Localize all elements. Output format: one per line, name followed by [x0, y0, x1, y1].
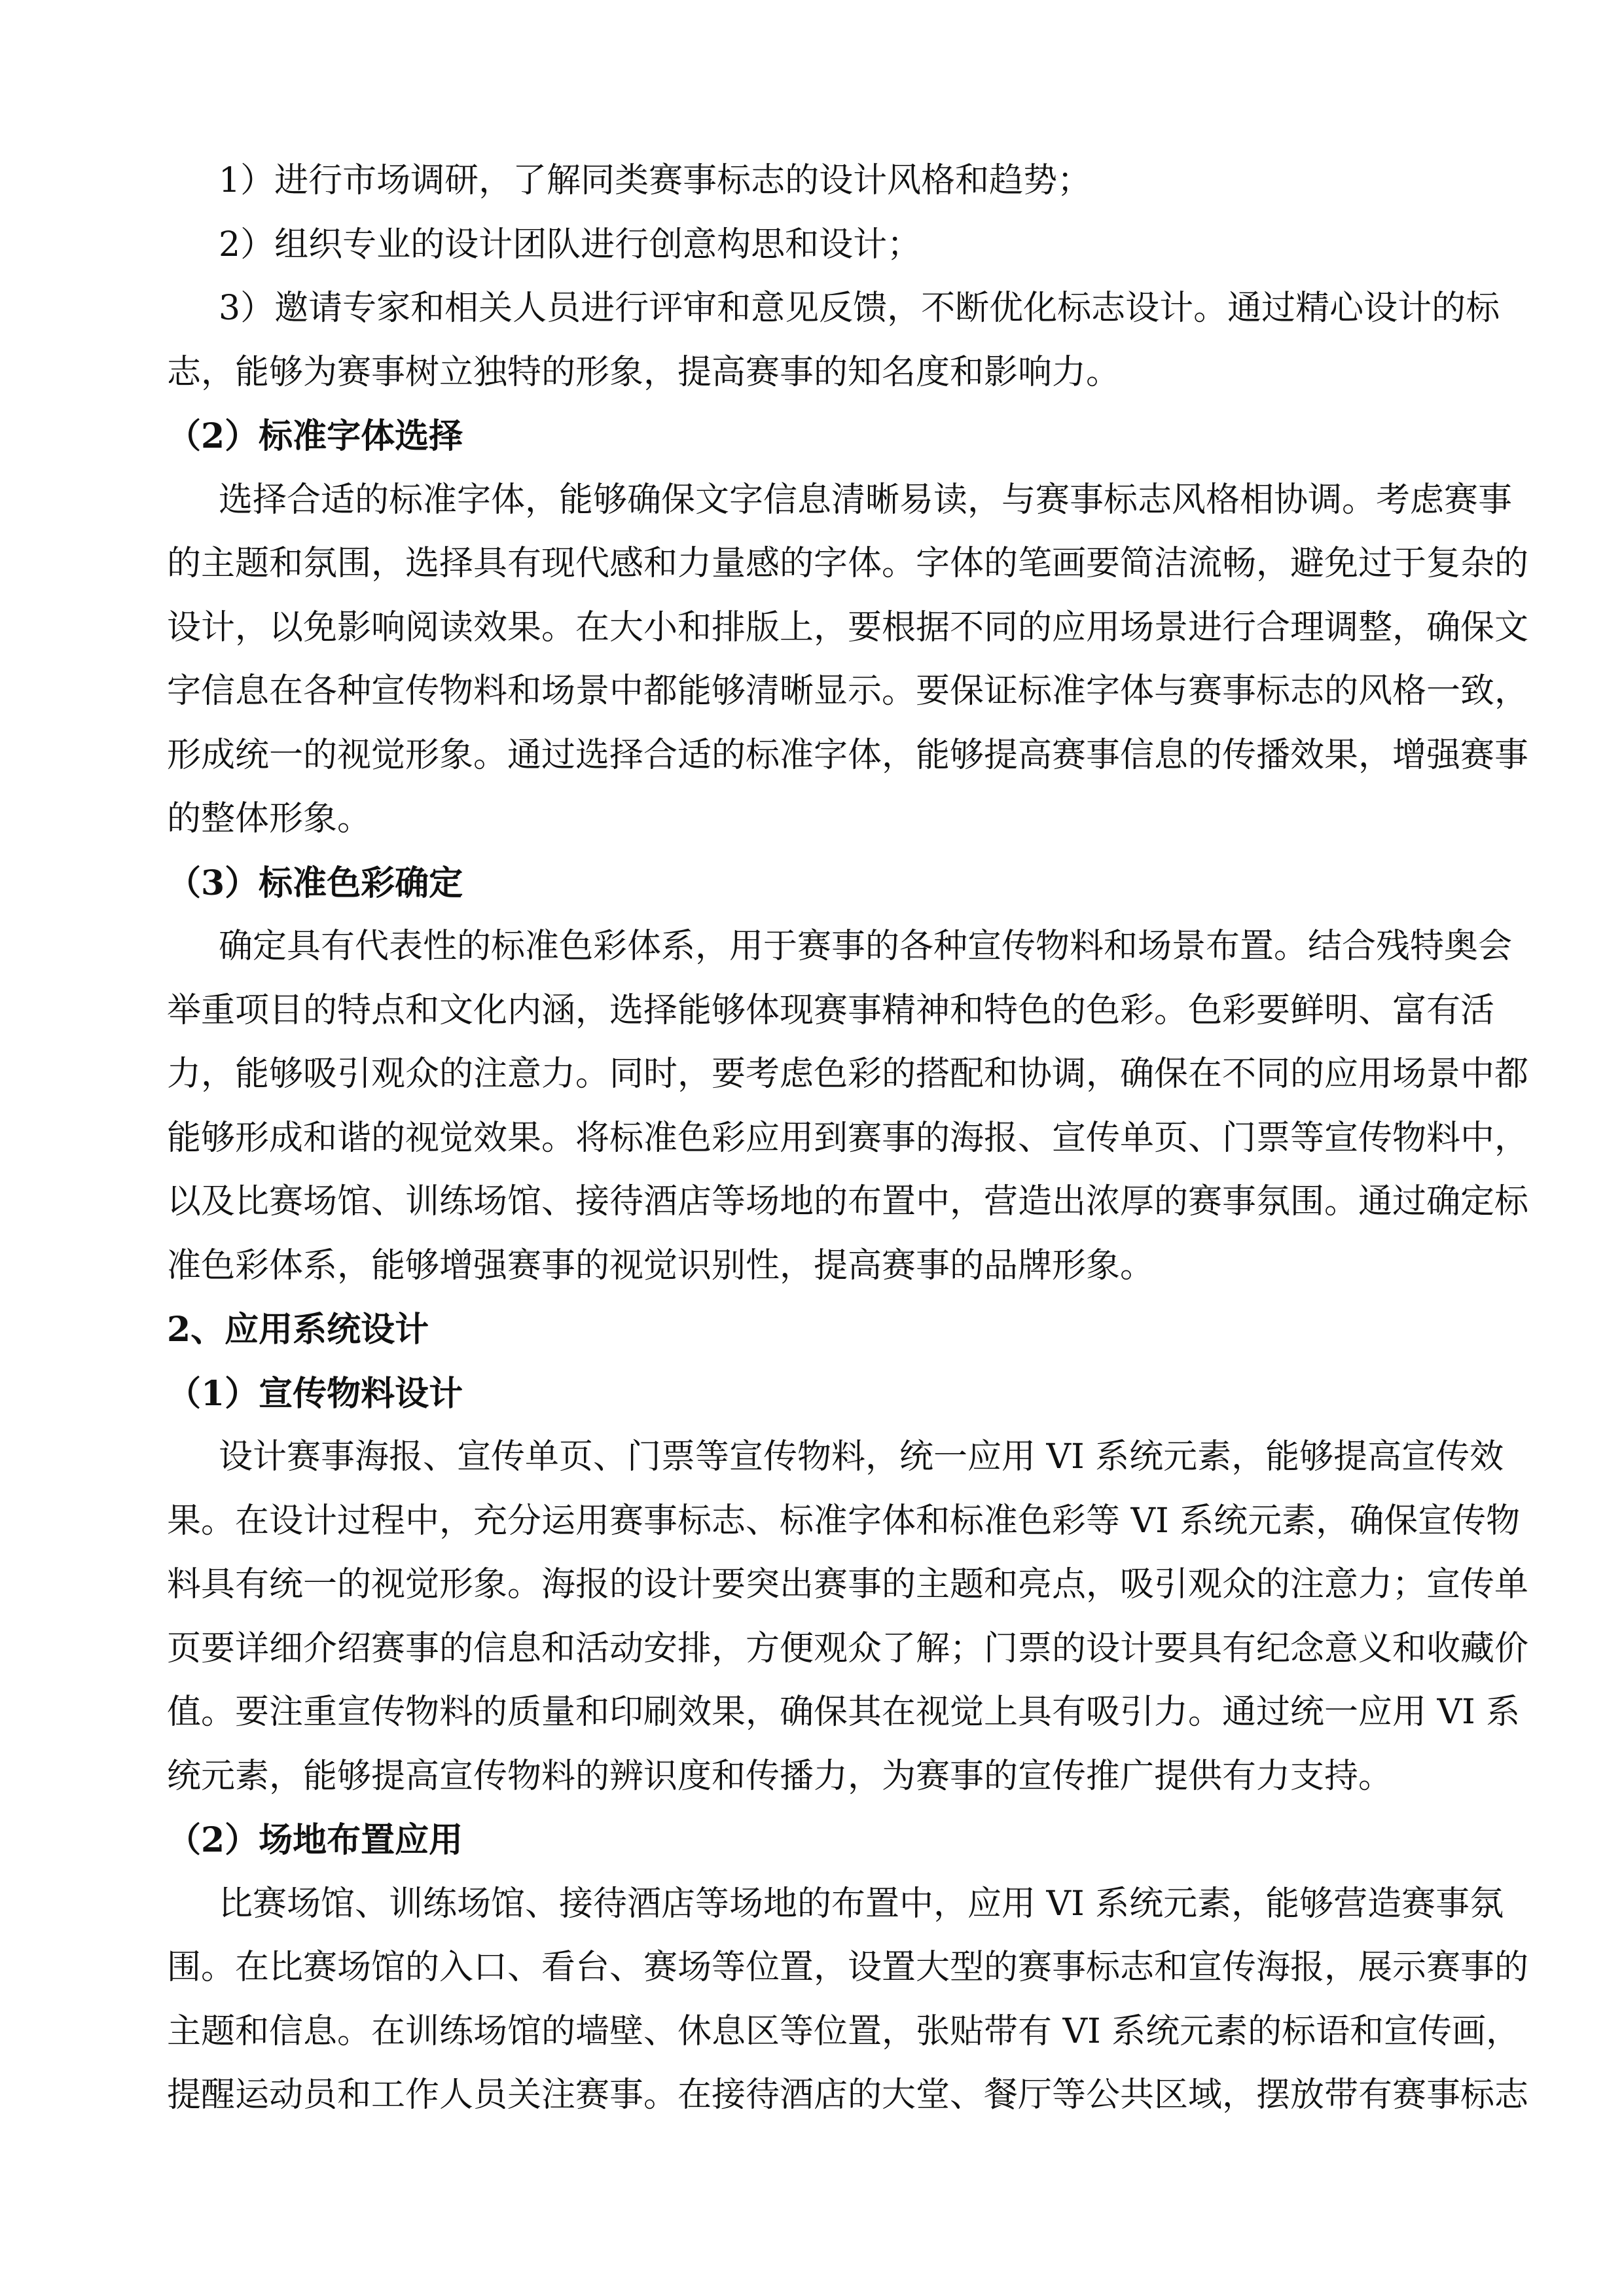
paragraph-line: 确定具有代表性的标准色彩体系，用于赛事的各种宣传物料和场景布置。结合残特奥会 [219, 927, 1513, 966]
paragraph-line: 的整体形象。 [167, 799, 372, 838]
paragraph-line: 果。在设计过程中，充分运用赛事标志、标准字体和标准色彩等 VI 系统元素，确保宣传物 [167, 1501, 1521, 1541]
section-heading: 2、应用系统设计 [167, 1310, 429, 1350]
paragraph-line: 举重项目的特点和文化内涵，选择能够体现赛事精神和特色的色彩。色彩要鲜明、富有活 [167, 990, 1495, 1030]
paragraph-line: 形成统一的视觉形象。通过选择合适的标准字体，能够提高赛事信息的传播效果，增强赛事 [167, 735, 1529, 775]
paragraph-line: 设计，以免影响阅读效果。在大小和排版上，要根据不同的应用场景进行合理调整，确保文 [167, 607, 1529, 647]
subsection-heading: （2）场地布置应用 [167, 1820, 463, 1860]
paragraph-line: 统元素，能够提高宣传物料的辨识度和传播力，为赛事的宣传推广提供有力支持。 [167, 1756, 1393, 1796]
paragraph-line: 主题和信息。在训练场馆的墙壁、休息区等位置，张贴带有 VI 系统元素的标语和宣传画， [167, 2011, 1521, 2051]
subsection-heading: （2）标准字体选择 [167, 416, 463, 456]
paragraph-line: 以及比赛场馆、训练场馆、接待酒店等场地的布置中，营造出浓厚的赛事氛围。通过确定标 [167, 1182, 1529, 1221]
paragraph-line: 志，能够为赛事树立独特的形象，提高赛事的知名度和影响力。 [167, 352, 1121, 392]
paragraph-line: 提醒运动员和工作人员关注赛事。在接待酒店的大堂、餐厅等公共区域，摆放带有赛事标志 [167, 2075, 1529, 2115]
paragraph-line: 设计赛事海报、宣传单页、门票等宣传物料，统一应用 VI 系统元素，能够提高宣传效 [219, 1437, 1504, 1477]
paragraph-line: 页要详细介绍赛事的信息和活动安排，方便观众了解；门票的设计要具有纪念意义和收藏价 [167, 1628, 1529, 1668]
paragraph-line: 选择合适的标准字体，能够确保文字信息清晰易读，与赛事标志风格相协调。考虑赛事 [219, 480, 1513, 520]
paragraph-line: 料具有统一的视觉形象。海报的设计要突出赛事的主题和亮点，吸引观众的注意力；宣传单 [167, 1565, 1529, 1604]
paragraph-line: 比赛场馆、训练场馆、接待酒店等场地的布置中，应用 VI 系统元素，能够营造赛事氛 [219, 1884, 1504, 1924]
paragraph-line: 1）进行市场调研，了解同类赛事标志的设计风格和趋势； [219, 161, 1092, 200]
subsection-heading: （1）宣传物料设计 [167, 1373, 463, 1414]
paragraph-line: 准色彩体系，能够增强赛事的视觉识别性，提高赛事的品牌形象。 [167, 1246, 1155, 1285]
document-body [167, 149, 1529, 2128]
paragraph-line: 3）邀请专家和相关人员进行评审和意见反馈，不断优化标志设计。通过精心设计的标 [219, 289, 1500, 328]
paragraph-line: 的主题和氛围，选择具有现代感和力量感的字体。字体的笔画要简洁流畅，避免过于复杂的 [167, 544, 1529, 583]
paragraph-line: 2）组织专业的设计团队进行创意构思和设计； [219, 224, 922, 264]
paragraph-line: 能够形成和谐的视觉效果。将标准色彩应用到赛事的海报、宣传单页、门票等宣传物料中， [167, 1118, 1529, 1158]
paragraph-line: 围。在比赛场馆的入口、看台、赛场等位置，设置大型的赛事标志和宣传海报，展示赛事的 [167, 1948, 1529, 1987]
paragraph-line: 值。要注重宣传物料的质量和印刷效果，确保其在视觉上具有吸引力。通过统一应用 VI 系 [167, 1693, 1521, 1732]
paragraph-line: 字信息在各种宣传物料和场景中都能够清晰显示。要保证标准字体与赛事标志的风格一致， [167, 672, 1529, 711]
subsection-heading: （3）标准色彩确定 [167, 863, 463, 903]
paragraph-line: 力，能够吸引观众的注意力。同时，要考虑色彩的搭配和协调，确保在不同的应用场景中都 [167, 1054, 1529, 1094]
